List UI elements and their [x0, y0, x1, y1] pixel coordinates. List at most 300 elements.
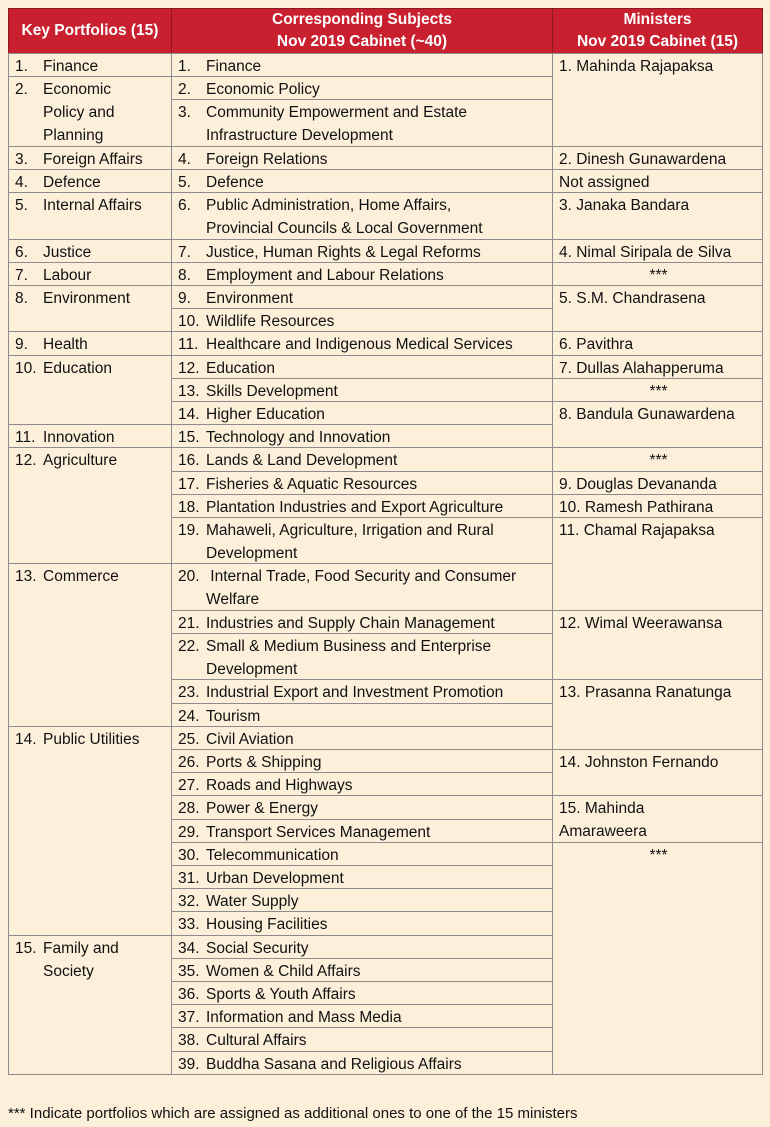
- subject-cell: [171, 888, 553, 912]
- portfolio-cell-line: [15, 449, 167, 472]
- subject-cell-text: Fisheries & Aquatic Resources: [206, 475, 418, 493]
- portfolio-cell-line: [15, 333, 167, 355]
- subject-cell-text: Education: [206, 359, 275, 377]
- portfolio-cell-line: [15, 565, 167, 588]
- portfolio-cell: [8, 355, 172, 426]
- subject-cell-number: 32.: [178, 893, 200, 911]
- portfolio-cell: [8, 262, 172, 286]
- minister-cell-line: [559, 171, 758, 193]
- minister-cell: [552, 53, 763, 147]
- portfolio-cell-line: [15, 937, 167, 960]
- portfolio-cell: [8, 935, 172, 1075]
- minister-cell-line: [559, 681, 758, 704]
- minister-cell: [552, 679, 763, 750]
- subject-cell-text: Welfare: [206, 591, 260, 609]
- subject-cell-line: [178, 1053, 548, 1075]
- subject-cell-line: [178, 913, 548, 935]
- portfolio-cell: [8, 285, 172, 332]
- minister-cell-additional: [552, 842, 763, 1075]
- minister-cell-text: 2. Dinesh Gunawardena: [559, 150, 727, 168]
- minister-cell: [552, 471, 763, 495]
- subject-cell-text: Higher Education: [206, 406, 325, 423]
- minister-cell: [552, 494, 763, 518]
- subject-cell-line: [178, 890, 548, 912]
- portfolio-cell: [8, 424, 172, 448]
- subject-cell-number: 5.: [178, 174, 191, 191]
- minister-cell-text: 14. Johnston Fernando: [559, 754, 719, 771]
- subject-cell: [171, 1004, 553, 1028]
- portfolio-cell-text: Policy and: [43, 104, 115, 122]
- subject-cell: [171, 1051, 553, 1075]
- subject-cell-text: Public Administration, Home Affairs,: [206, 197, 452, 215]
- subject-cell-line: [178, 55, 548, 77]
- portfolio-cell: [8, 331, 172, 355]
- portfolio-cell-text: Health: [43, 336, 88, 354]
- portfolio-cell-number: 6.: [15, 243, 28, 261]
- subject-cell: [171, 355, 553, 379]
- portfolio-cell-text: Agriculture: [43, 452, 118, 470]
- subject-cell: [171, 146, 553, 170]
- subject-cell-text: Telecommunication: [206, 846, 339, 864]
- subject-cell-number: 26.: [178, 754, 200, 771]
- subject-cell-text: Provincial Councils & Local Government: [206, 220, 483, 238]
- portfolio-cell-line: [15, 241, 167, 263]
- portfolio-cell-line: [15, 960, 167, 983]
- minister-cell-text: 15. Mahinda: [559, 800, 645, 818]
- portfolio-cell-line: [15, 148, 167, 170]
- portfolio-cell-line: [15, 78, 167, 101]
- subject-cell-number: 29.: [178, 823, 200, 841]
- header-ministers-line-2: Nov 2019 Cabinet (15): [576, 33, 739, 50]
- subject-cell: [171, 331, 553, 355]
- subject-cell: [171, 285, 553, 309]
- subject-cell-number: 12.: [178, 359, 200, 377]
- subject-cell-line: [178, 658, 548, 680]
- subject-cell-text: Employment and Labour Relations: [206, 266, 444, 284]
- minister-cell: [552, 749, 763, 796]
- portfolio-cell-number: 3.: [15, 150, 28, 168]
- minister-cell-text: 9. Douglas Devananda: [559, 475, 717, 493]
- portfolio-cell-line: [15, 357, 167, 380]
- portfolio-cell-text: Planning: [43, 127, 104, 145]
- minister-cell: [552, 517, 763, 611]
- subject-cell-number: 6.: [178, 197, 191, 215]
- subject-cell-line: [178, 705, 548, 727]
- subject-cell-number: 33.: [178, 916, 200, 934]
- subject-cell-line: [178, 751, 548, 773]
- portfolio-cell-line: [15, 101, 167, 124]
- subject-cell-text: Development: [206, 661, 298, 678]
- minister-cell-line: [559, 287, 758, 310]
- subject-cell-text: Small & Medium Business and Enterprise: [206, 638, 492, 655]
- subject-cell-number: 17.: [178, 475, 200, 493]
- minister-cell-line: [559, 194, 758, 217]
- minister-cell-text: 11. Chamal Rajapaksa: [559, 522, 715, 539]
- subject-cell-text: Wildlife Resources: [206, 313, 335, 331]
- subject-cell-text: Technology and Innovation: [206, 429, 391, 447]
- portfolio-cell-text: Economic: [43, 81, 112, 99]
- minister-cell-text: 4. Nimal Siripala de Silva: [559, 243, 732, 261]
- header-ministers-line-1: Ministers: [623, 11, 692, 28]
- subject-cell-number: 7.: [178, 243, 191, 261]
- subject-cell-line: [178, 728, 548, 750]
- portfolio-cell-number: 14.: [15, 730, 37, 748]
- subject-cell-number: 36.: [178, 986, 200, 1003]
- subject-cell-text: Foreign Relations: [206, 150, 328, 168]
- minister-cell-additional: [552, 262, 763, 286]
- subject-cell-text: Defence: [206, 174, 264, 191]
- subject-cell-line: [178, 217, 548, 239]
- subject-cell-text: Civil Aviation: [206, 730, 294, 748]
- header-subjects-line-1: Corresponding Subjects: [272, 11, 452, 28]
- subject-cell-text: Sports & Youth Affairs: [206, 986, 356, 1003]
- portfolio-cell-number: 13.: [15, 568, 37, 586]
- minister-cell-line: [559, 797, 758, 820]
- subject-cell-number: 16.: [178, 452, 200, 470]
- subject-cell-number: 1.: [178, 58, 191, 75]
- subject-cell-number: 15.: [178, 429, 200, 447]
- subject-cell-line: [178, 333, 548, 355]
- portfolio-cell-text: Defence: [43, 174, 101, 191]
- subject-cell: [171, 911, 553, 935]
- subject-cell-line: [178, 124, 548, 146]
- subject-cell: [171, 239, 553, 263]
- portfolio-cell-number: 2.: [15, 81, 28, 99]
- subject-cell-line: [178, 774, 548, 796]
- minister-cell: [552, 610, 763, 681]
- portfolio-cell: [8, 239, 172, 263]
- subject-cell-line: [178, 519, 548, 542]
- subject-cell-number: 2.: [178, 81, 191, 99]
- portfolio-cell-line: [15, 287, 167, 310]
- subject-cell-text: Power & Energy: [206, 800, 318, 818]
- subject-cell-text: Industries and Supply Chain Management: [206, 614, 495, 632]
- minister-cell: [552, 331, 763, 355]
- portfolio-cell-line: [15, 728, 167, 751]
- subject-cell: [171, 795, 553, 819]
- subject-cell-line: [178, 565, 548, 588]
- subject-cell: [171, 749, 553, 773]
- subject-cell-line: [178, 426, 548, 448]
- minister-cell-line: [559, 473, 758, 495]
- subject-cell: [171, 610, 553, 634]
- subject-cell-line: [178, 1006, 548, 1028]
- minister-cell-text: Amaraweera: [559, 823, 647, 841]
- subject-cell-line: [178, 449, 548, 471]
- subject-cell-number: 28.: [178, 800, 200, 818]
- minister-cell: [552, 401, 763, 448]
- portfolio-cell-text: Labour: [43, 266, 92, 284]
- subject-cell-line: [178, 403, 548, 425]
- portfolio-cell-number: 4.: [15, 174, 28, 191]
- minister-cell-additional-line: [559, 264, 758, 286]
- minister-cell-additional-text: ***: [649, 266, 668, 284]
- subject-cell-number: 8.: [178, 266, 191, 284]
- portfolio-cell-number: 12.: [15, 452, 37, 470]
- subject-cell-text: Healthcare and Indigenous Medical Services: [206, 336, 513, 354]
- portfolio-cell-text: Finance: [43, 58, 99, 75]
- subject-cell-line: [178, 635, 548, 658]
- portfolio-cell-text: Justice: [43, 243, 92, 261]
- subject-cell-number: 11.: [178, 336, 199, 354]
- subject-cell-number: 31.: [178, 870, 200, 887]
- subject-cell: [171, 772, 553, 796]
- subject-cell: [171, 517, 553, 564]
- minister-cell-line: [559, 820, 758, 842]
- subject-cell-text: Lands & Land Development: [206, 452, 398, 470]
- subject-cell-number: 4.: [178, 150, 191, 168]
- subject-cell: [171, 169, 553, 193]
- subject-cell-line: [178, 937, 548, 959]
- subject-cell-text: Environment: [206, 290, 294, 307]
- subject-cell-line: [178, 588, 548, 610]
- subject-cell-line: [178, 797, 548, 819]
- portfolio-cell-text: Public Utilities: [43, 730, 140, 748]
- subject-cell-text: Mahaweli, Agriculture, Irrigation and Rural: [206, 522, 494, 539]
- portfolio-cell-text: Innovation: [43, 429, 115, 447]
- minister-cell-line: [559, 751, 758, 774]
- subject-cell-text: Justice, Human Rights & Legal Reforms: [206, 243, 481, 261]
- portfolio-cell-text: Society: [43, 962, 94, 980]
- subject-cell: [171, 53, 553, 77]
- minister-cell-additional-text: ***: [649, 382, 668, 400]
- subject-cell-number: 38.: [178, 1032, 200, 1050]
- portfolio-cell-number: 15.: [15, 939, 37, 957]
- subject-cell-line: [178, 264, 548, 286]
- minister-cell-additional-text: ***: [649, 452, 668, 470]
- subject-cell: [171, 192, 553, 239]
- minister-cell-additional-text: ***: [649, 846, 668, 864]
- portfolio-cell: [8, 192, 172, 239]
- portfolio-cell-number: 8.: [15, 290, 28, 307]
- subject-cell-text: Ports & Shipping: [206, 754, 322, 771]
- subject-cell: [171, 99, 553, 146]
- subject-cell: [171, 308, 553, 332]
- subject-cell: [171, 401, 553, 425]
- minister-cell: [552, 192, 763, 239]
- subject-cell-number: 35.: [178, 962, 200, 980]
- minister-cell-additional-line: [559, 380, 758, 402]
- subject-cell: [171, 679, 553, 703]
- subject-cell-text: Women & Child Affairs: [206, 962, 361, 980]
- portfolio-cell-number: 5.: [15, 197, 28, 215]
- subject-cell: [171, 494, 553, 518]
- subject-cell-text: Finance: [206, 58, 262, 75]
- subject-cell-text: Skills Development: [206, 382, 338, 400]
- subject-cell-text: Roads and Highways: [206, 777, 353, 795]
- subject-cell-number: 25.: [178, 730, 200, 748]
- subject-cell-line: [178, 960, 548, 982]
- portfolio-cell: [8, 146, 172, 170]
- subject-cell-number: 18.: [178, 498, 200, 516]
- subject-cell-text: Tourism: [206, 707, 261, 725]
- minister-cell-line: [559, 333, 758, 355]
- subject-cell-number: 21.: [178, 614, 200, 632]
- subject-cell-text: Urban Development: [206, 870, 344, 887]
- subject-cell-line: [178, 357, 548, 379]
- minister-cell-text: 10. Ramesh Pathirana: [559, 498, 714, 516]
- subject-cell-text: Development: [206, 545, 298, 562]
- minister-cell-line: [559, 496, 758, 518]
- minister-cell-text: 5. S.M. Chandrasena: [559, 290, 706, 307]
- subject-cell-line: [178, 612, 548, 634]
- minister-cell-text: 3. Janaka Bandara: [559, 197, 690, 215]
- portfolio-cell: [8, 76, 172, 147]
- portfolio-cell-line: [15, 55, 167, 77]
- subject-cell-line: [178, 844, 548, 866]
- subject-cell-text: Cultural Affairs: [206, 1032, 307, 1050]
- subject-cell-line: [178, 821, 548, 843]
- subject-cell-line: [178, 542, 548, 564]
- portfolio-cell-line: [15, 124, 167, 147]
- portfolio-cell-line: [15, 426, 167, 448]
- subject-cell-text: Transport Services Management: [206, 823, 431, 841]
- portfolio-cell-line: [15, 194, 167, 217]
- subject-cell: [171, 471, 553, 495]
- subject-cell-number: 37.: [178, 1009, 200, 1027]
- portfolio-cell-number: 9.: [15, 336, 28, 354]
- subject-cell: [171, 842, 553, 866]
- minister-cell: [552, 239, 763, 263]
- subject-cell-number: 9.: [178, 290, 191, 307]
- portfolio-cell: [8, 53, 172, 77]
- subject-cell-text: Buddha Sasana and Religious Affairs: [206, 1055, 462, 1073]
- portfolio-cell-number: 11.: [15, 429, 36, 447]
- subject-cell-text: Housing Facilities: [206, 916, 328, 934]
- subject-cell: [171, 262, 553, 286]
- subject-cell-number: 22.: [178, 638, 200, 655]
- subject-cell-number: 27.: [178, 777, 200, 795]
- subject-cell-number: 3.: [178, 104, 191, 122]
- subject-cell: [171, 935, 553, 959]
- subject-cell-number: 10.: [178, 313, 200, 331]
- minister-cell-text: 12. Wimal Weerawansa: [559, 614, 723, 632]
- header-ministers: [552, 8, 763, 54]
- subject-cell-line: [178, 78, 548, 100]
- portfolio-cell-text: Commerce: [43, 568, 119, 586]
- minister-cell-line: [559, 612, 758, 635]
- subject-cell-text: Social Security: [206, 939, 309, 957]
- portfolio-cell-number: 7.: [15, 266, 28, 284]
- subject-cell-text: Industrial Export and Investment Promotion: [206, 684, 504, 702]
- minister-cell-text: 1. Mahinda Rajapaksa: [559, 58, 714, 75]
- footnote: *** Indicate portfolios which are assigned as additional ones to one of the 15 ministers: [8, 1105, 578, 1122]
- subject-cell-line: [178, 380, 548, 402]
- subject-cell-number: 39.: [178, 1055, 200, 1073]
- subject-cell-line: [178, 101, 548, 124]
- subject-cell-line: [178, 983, 548, 1005]
- subject-cell-number: 19.: [178, 522, 200, 539]
- minister-cell: [552, 146, 763, 170]
- subject-cell-number: 23.: [178, 684, 200, 702]
- subject-cell-line: [178, 496, 548, 518]
- minister-cell-text: 8. Bandula Gunawardena: [559, 406, 735, 423]
- subject-cell: [171, 865, 553, 889]
- portfolio-cell: [8, 726, 172, 936]
- subject-cell-text: Plantation Industries and Export Agriculture: [206, 498, 504, 516]
- portfolio-cell-line: [15, 264, 167, 286]
- subject-cell: [171, 1027, 553, 1051]
- subject-cell: [171, 447, 553, 471]
- minister-cell-line: [559, 55, 758, 78]
- subject-cell-number: 20.: [178, 568, 200, 586]
- subject-cell-text: Internal Trade, Food Security and Consumer: [206, 568, 517, 586]
- subject-cell-number: 13.: [178, 382, 200, 400]
- portfolio-cell-line: [15, 171, 167, 193]
- minister-cell: [552, 355, 763, 379]
- subject-cell-line: [178, 310, 548, 332]
- subject-cell-line: [178, 1029, 548, 1051]
- subject-cell-number: 34.: [178, 939, 200, 957]
- minister-cell-text: 7. Dullas Alahapperuma: [559, 359, 724, 377]
- subject-cell: [171, 633, 553, 680]
- portfolio-cell-text: Education: [43, 359, 112, 377]
- subject-cell-text: Water Supply: [206, 893, 299, 911]
- minister-cell-line: [559, 519, 758, 542]
- portfolio-cell: [8, 169, 172, 193]
- subject-cell: [171, 563, 553, 610]
- portfolio-cell-number: 1.: [15, 58, 28, 75]
- subject-cell-text: Economic Policy: [206, 81, 320, 99]
- minister-cell: [552, 285, 763, 332]
- subject-cell: [171, 726, 553, 750]
- subject-cell-line: [178, 241, 548, 263]
- subject-cell-number: 24.: [178, 707, 200, 725]
- header-subjects-line-2: Nov 2019 Cabinet (~40): [276, 33, 448, 50]
- minister-cell-line: [559, 403, 758, 426]
- subject-cell: [171, 424, 553, 448]
- subject-cell-line: [178, 681, 548, 703]
- subject-cell: [171, 981, 553, 1005]
- minister-cell-additional: [552, 378, 763, 402]
- subject-cell-line: [178, 171, 548, 193]
- minister-cell-line: [559, 357, 758, 379]
- subject-cell-line: [178, 194, 548, 217]
- subject-cell: [171, 819, 553, 843]
- header-key-portfolios: [8, 8, 172, 54]
- subject-cell-line: [178, 148, 548, 170]
- subject-cell: [171, 76, 553, 100]
- subject-cell-number: 14.: [178, 406, 200, 423]
- portfolio-cell-text: Internal Affairs: [43, 197, 142, 215]
- minister-cell-text: 13. Prasanna Ranatunga: [559, 684, 732, 702]
- minister-cell: [552, 795, 763, 842]
- subject-cell-text: Infrastructure Development: [206, 127, 393, 145]
- subject-cell-text: Community Empowerment and Estate: [206, 104, 468, 122]
- minister-cell-text: 6. Pavithra: [559, 336, 634, 354]
- portfolio-cell: [8, 447, 172, 564]
- subject-cell: [171, 958, 553, 982]
- portfolio-cell-text: Environment: [43, 290, 131, 307]
- portfolio-cell-number: 10.: [15, 359, 37, 377]
- portfolio-cell-text: Family and: [43, 939, 119, 957]
- subject-cell-line: [178, 287, 548, 309]
- subject-cell-line: [178, 473, 548, 495]
- minister-cell-text: Not assigned: [559, 174, 650, 191]
- minister-cell-line: [559, 241, 758, 263]
- portfolio-cell: [8, 563, 172, 726]
- minister-cell-additional: [552, 447, 763, 471]
- minister-cell-additional-line: [559, 844, 758, 867]
- minister-cell-additional-line: [559, 449, 758, 471]
- subject-cell: [171, 378, 553, 402]
- subject-cell: [171, 703, 553, 727]
- header-key-portfolios-line: Key Portfolios (15): [21, 22, 159, 39]
- minister-cell-line: [559, 148, 758, 170]
- minister-cell: [552, 169, 763, 193]
- subject-cell-number: 30.: [178, 846, 200, 864]
- portfolio-cell-text: Foreign Affairs: [43, 150, 143, 168]
